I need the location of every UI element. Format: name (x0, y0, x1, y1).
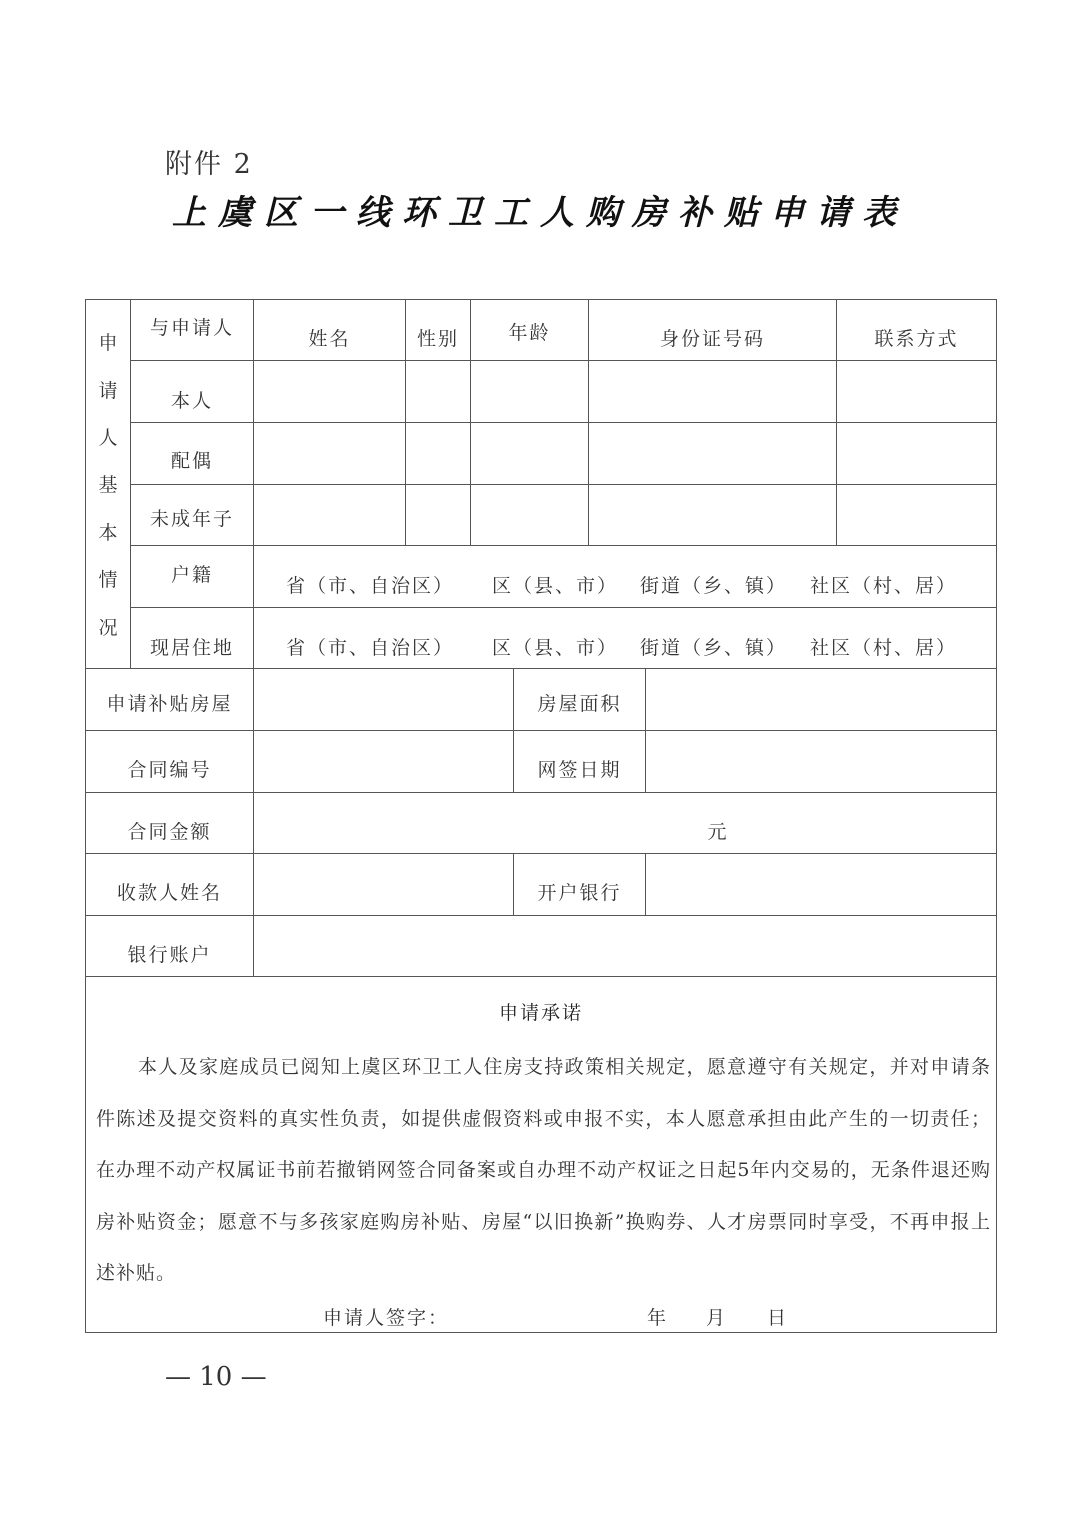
promise-title: 申请承诺 (498, 1002, 583, 1024)
self-gender-input[interactable] (406, 361, 470, 422)
section-char: 人 (98, 427, 118, 450)
residence-label: 现居住地 (149, 636, 234, 659)
row-divider (130, 607, 996, 608)
section-char: 申 (98, 332, 118, 355)
section-char: 情 (98, 569, 118, 592)
hukou-community: 社区（村、居） (810, 574, 958, 597)
self-contact-input[interactable] (837, 361, 996, 422)
hukou-label: 户籍 (170, 564, 213, 586)
residence-province: 省（市、自治区） (286, 636, 455, 659)
date-year-label: 年 (647, 1307, 669, 1329)
row-label-spouse: 配偶 (170, 450, 213, 472)
contract-no-input[interactable] (254, 731, 513, 792)
residence-district: 区（县、市） (492, 636, 619, 659)
account-input[interactable] (254, 916, 996, 976)
hukou-province: 省（市、自治区） (286, 574, 455, 597)
section-label-applicant-info (86, 300, 130, 668)
section-char: 本 (98, 521, 118, 544)
house-label: 申请补贴房屋 (106, 693, 233, 715)
section-char: 基 (98, 474, 118, 497)
spouse-name-input[interactable] (254, 423, 405, 484)
spouse-age-input[interactable] (471, 423, 588, 484)
house-input[interactable] (254, 669, 513, 730)
amount-label: 合同金额 (127, 820, 212, 843)
signature-input[interactable] (440, 1298, 630, 1328)
sign-date-label: 网签日期 (537, 759, 622, 781)
child-name-input[interactable] (254, 485, 405, 545)
self-name-input[interactable] (254, 361, 405, 422)
payee-input[interactable] (254, 854, 513, 915)
spouse-gender-input[interactable] (406, 423, 470, 484)
child-gender-input[interactable] (406, 485, 470, 545)
header-name: 姓名 (308, 327, 351, 350)
area-input[interactable] (646, 669, 996, 730)
self-id-input[interactable] (589, 361, 836, 422)
hukou-street: 街道（乡、镇） (640, 574, 788, 597)
row-divider (85, 976, 997, 977)
header-contact: 联系方式 (874, 327, 959, 350)
child-contact-input[interactable] (837, 485, 996, 545)
residence-address-field[interactable] (254, 628, 996, 664)
header-gender: 性别 (416, 327, 459, 350)
account-label: 银行账户 (127, 943, 212, 966)
header-relation: 与申请人 (149, 316, 234, 339)
page-number: — 10 — (165, 1362, 267, 1392)
amount-unit: 元 (707, 820, 729, 843)
promise-text: 本人及家庭成员已阅知上虞区环卫工人住房支持政策相关规定，愿意遵守有关规定，并对申请条件陈述及提交资料的真实性负责，如提供虚假资料或申报不实，本人愿意承担由此产生的一切责任；在办理不动产权属证书前若撤销网签合同备案或自办理不动产权证之日起5年内交易的，无条件退还购房补贴资金；愿意不与多孩家庭购房补贴、房屋“以旧换新”换购券、人才房票同时享受，不再申报上述补贴。 (96, 1056, 991, 1284)
residence-community: 社区（村、居） (810, 636, 958, 659)
residence-street: 街道（乡、镇） (640, 636, 788, 659)
child-age-input[interactable] (471, 485, 588, 545)
self-age-input[interactable] (471, 361, 588, 422)
row-label-self: 本人 (170, 390, 213, 412)
spouse-contact-input[interactable] (837, 423, 996, 484)
bank-input[interactable] (646, 854, 996, 915)
payee-label: 收款人姓名 (116, 882, 222, 904)
area-label: 房屋面积 (537, 693, 622, 715)
hukou-address-field[interactable] (254, 566, 996, 602)
date-day-label: 日 (767, 1307, 789, 1329)
contract-no-label: 合同编号 (127, 759, 212, 781)
row-divider (130, 545, 996, 546)
section-char: 请 (98, 379, 118, 402)
signature-label: 申请人签字： (323, 1307, 450, 1329)
child-id-input[interactable] (589, 485, 836, 545)
attachment-label: 附件 2 (165, 149, 253, 180)
sign-date-input[interactable] (646, 731, 996, 792)
form-title: 上虞区一线环卫工人购房补贴申请表 (172, 193, 908, 233)
spouse-id-input[interactable] (589, 423, 836, 484)
row-label-minor-child: 未成年子 (149, 507, 234, 530)
bank-label: 开户银行 (537, 882, 622, 904)
amount-input[interactable] (254, 793, 996, 853)
hukou-district: 区（县、市） (492, 574, 619, 597)
header-age: 年龄 (508, 321, 551, 344)
header-id-number: 身份证号码 (659, 327, 765, 350)
date-month-label: 月 (706, 1307, 728, 1329)
section-char: 况 (98, 616, 118, 639)
